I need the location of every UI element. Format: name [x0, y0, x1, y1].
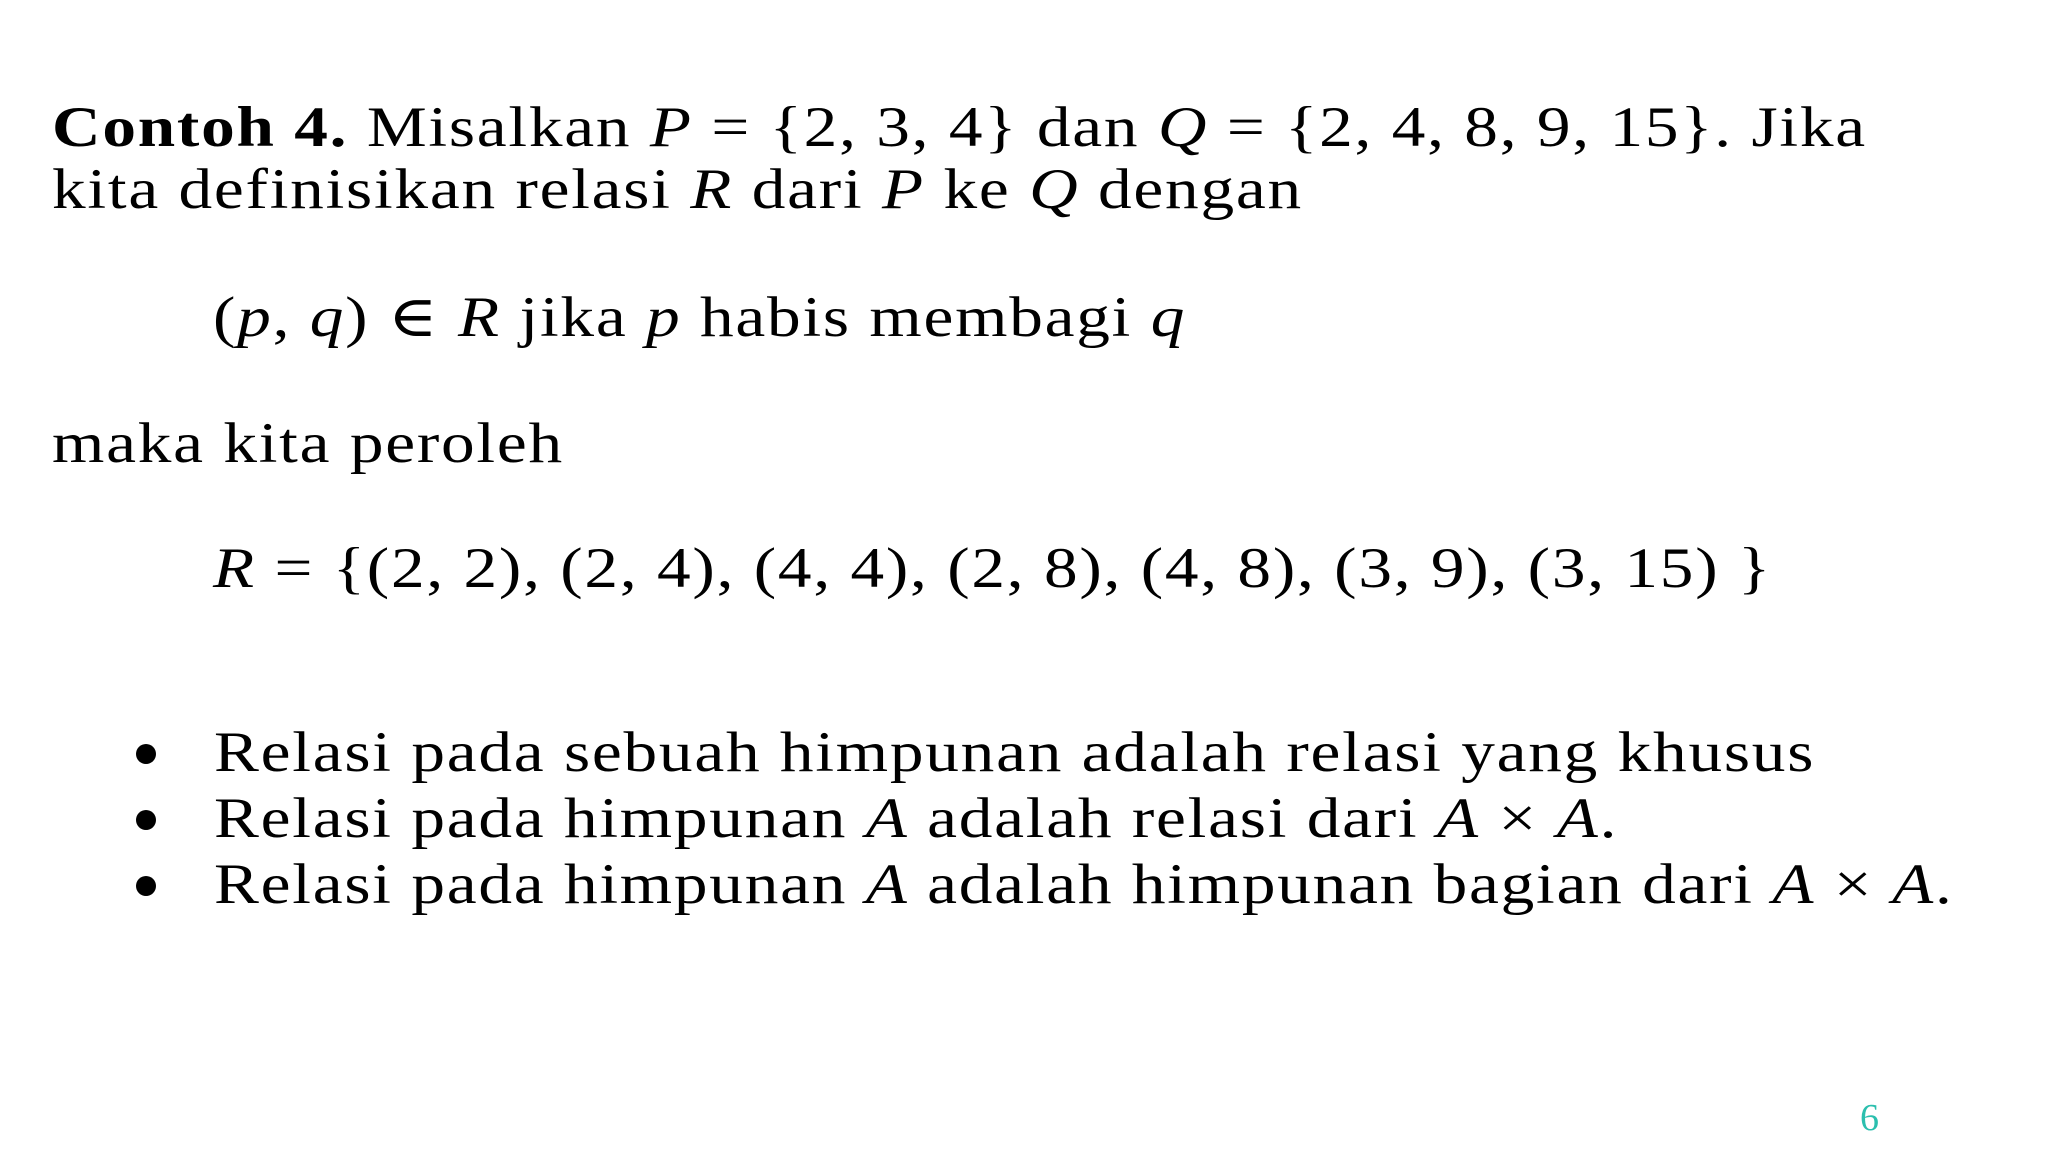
- set-Q-symbol: Q: [1157, 96, 1209, 159]
- set-P-definition: = {2, 3, 4} dan: [692, 96, 1158, 159]
- relation-R-symbol: R: [458, 286, 501, 349]
- bullet-text-part: Relasi pada sebuah himpunan adalah relasi yang khusus: [214, 721, 1816, 784]
- set-Q-definition: = {2, 4, 8, 9, 15}. Jika: [1208, 96, 1867, 159]
- set-P-symbol: P: [649, 96, 693, 159]
- set-A-symbol: A: [865, 853, 909, 916]
- relation-definition: [213, 287, 1186, 349]
- bullet-text: [214, 788, 1618, 850]
- definition-text: jika: [500, 286, 647, 349]
- example-label: Contoh 4.: [52, 96, 349, 159]
- definition-text: habis membagi: [681, 286, 1151, 349]
- set-Q-symbol: Q: [1029, 158, 1080, 221]
- example-text: Misalkan: [348, 96, 650, 159]
- bullet-text-part: adalah himpunan bagian dari: [908, 853, 1773, 916]
- var-q: q: [1150, 286, 1187, 349]
- period: .: [1934, 853, 1954, 916]
- var-p: p: [646, 286, 682, 349]
- example-statement-line-2: [52, 159, 1303, 221]
- bullet-text: [214, 722, 1815, 784]
- paren: (: [213, 286, 238, 349]
- example-statement-line-1: [52, 97, 1867, 159]
- set-A-symbol: A: [1556, 787, 1600, 850]
- times-symbol: ×: [1479, 787, 1557, 850]
- bullet-dot-icon: [136, 810, 156, 830]
- set-A-symbol: A: [1772, 853, 1816, 916]
- set-P-symbol: P: [882, 158, 925, 221]
- times-symbol: ×: [1815, 853, 1893, 916]
- element-of: ) ∈: [345, 286, 459, 349]
- example-text: ke: [924, 158, 1030, 221]
- bullet-text-part: Relasi pada himpunan: [214, 787, 866, 850]
- set-A-symbol: A: [1892, 853, 1935, 916]
- bullet-text-part: Relasi pada himpunan: [214, 853, 866, 916]
- relation-result: [213, 538, 1772, 600]
- relation-R-symbol: R: [690, 158, 734, 221]
- example-text: kita definisikan relasi: [52, 158, 691, 221]
- comma: ,: [272, 286, 310, 349]
- bullet-text-part: adalah relasi dari: [908, 787, 1437, 850]
- set-A-symbol: A: [1436, 787, 1480, 850]
- result-intro: maka kita peroleh: [52, 412, 564, 475]
- var-q: q: [309, 286, 346, 349]
- bullet-dot-icon: [136, 876, 156, 896]
- bullet-dot-icon: [136, 744, 156, 764]
- page-number: 6: [1860, 1097, 1879, 1139]
- period: .: [1599, 787, 1619, 850]
- example-text: dengan: [1079, 158, 1303, 221]
- bullet-text: [214, 854, 1954, 916]
- var-p: p: [237, 286, 273, 349]
- relation-pairs: = {(2, 2), (2, 4), (4, 4), (2, 8), (4, 8), (3, 9), (3, 15) }: [255, 537, 1773, 600]
- example-text: dari: [733, 158, 883, 221]
- set-A-symbol: A: [865, 787, 909, 850]
- relation-R-symbol: R: [213, 537, 256, 600]
